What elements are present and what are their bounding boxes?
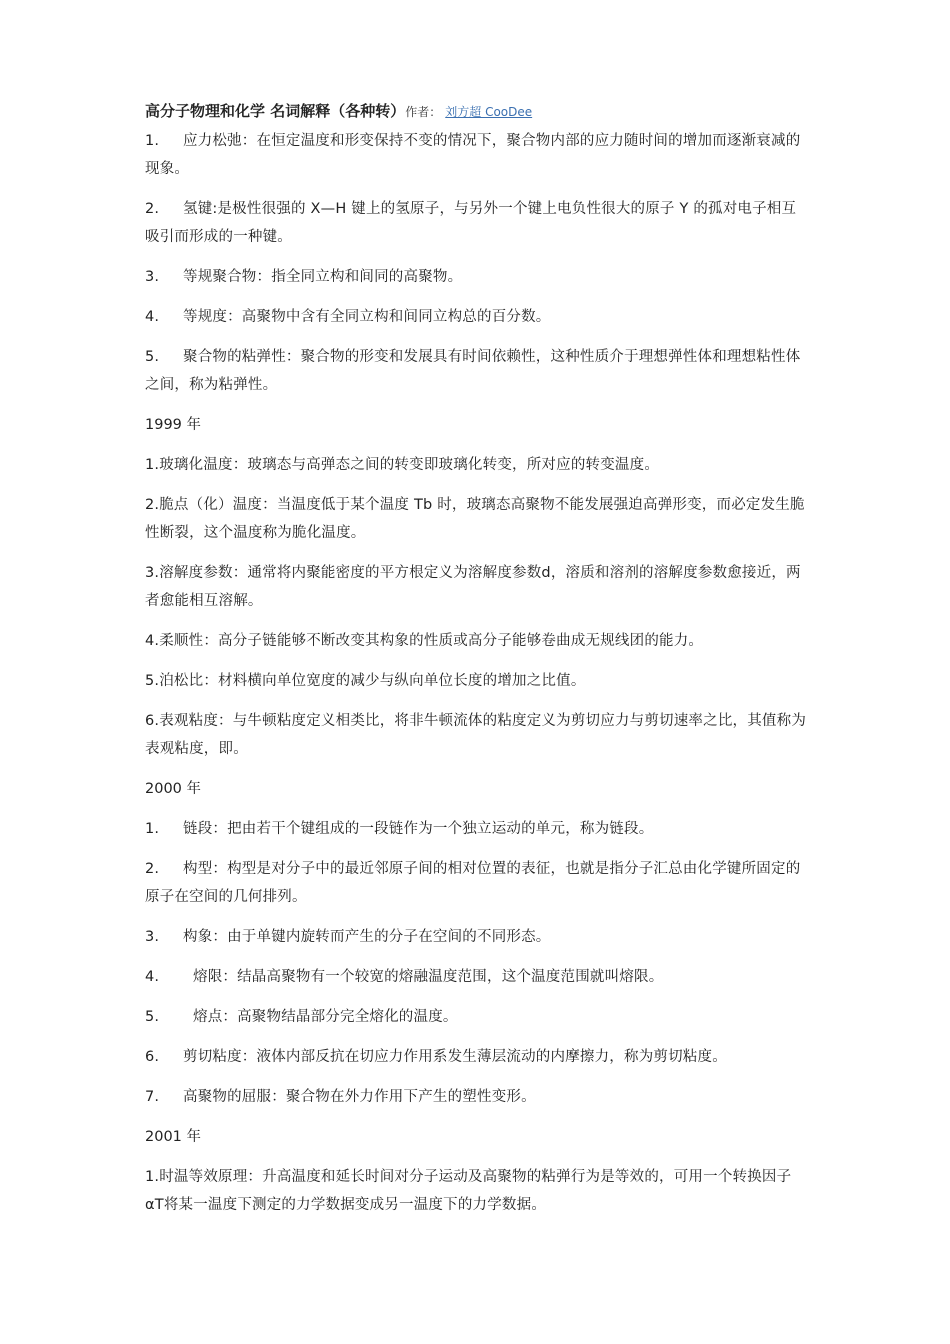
- definition-item: 1. 链段：把由若干个键组成的一段链作为一个独立运动的单元，称为链段。: [145, 821, 654, 837]
- definition-item: 1.玻璃化温度：玻璃态与高弹态之间的转变即玻璃化转变，所对应的转变温度。: [145, 457, 660, 473]
- title-line: [145, 100, 810, 123]
- definition-item: 5.泊松比：材料横向单位宽度的减少与纵向单位长度的增加之比值。: [145, 673, 586, 689]
- definition-item: 1.时温等效原理：升高温度和延长时间对分子运动及高聚物的粘弹行为是等效的，可用一个转换因子 αT将某一温度下测定的力学数据变成另一温度下的力学数据。: [145, 1169, 792, 1213]
- definition-item: 4. 熔限：结晶高聚物有一个较宽的熔融温度范围，这个温度范围就叫熔限。: [145, 969, 664, 985]
- definition-item: 2. 氢键:是极性很强的 X—H 键上的氢原子，与另外一个键上电负性很大的原子 Y 的孤对电子相互吸引而形成的一种键。: [145, 201, 797, 245]
- definition-item: 2.脆点（化）温度：当温度低于某个温度 Tb 时，玻璃态高聚物不能发展强迫高弹形变，而必定发生脆性断裂，这个温度称为脆化温度。: [145, 497, 805, 541]
- definition-item: 1. 应力松弛：在恒定温度和形变保持不变的情况下，聚合物内部的应力随时间的增加而逐渐衰减的现象。: [145, 133, 801, 177]
- definition-item: 3. 构象：由于单键内旋转而产生的分子在空间的不同形态。: [145, 929, 551, 945]
- definition-item: 5. 聚合物的粘弹性：聚合物的形变和发展具有时间依赖性，这种性质介于理想弹性体和理想粘性体之间，称为粘弹性。: [145, 349, 801, 393]
- definition-item: 3. 等规聚合物：指全同立构和间同的高聚物。: [145, 269, 463, 285]
- author-link[interactable]: 刘方超 CooDee: [445, 105, 533, 119]
- definition-item: 6. 剪切粘度：液体内部反抗在切应力作用系发生薄层流动的内摩擦力，称为剪切粘度。: [145, 1049, 727, 1065]
- document-page: [145, 100, 810, 1231]
- definition-item: 3.溶解度参数：通常将内聚能密度的平方根定义为溶解度参数d，溶质和溶剂的溶解度参数愈接近，两者愈能相互溶解。: [145, 565, 801, 609]
- year-heading-2001: 2001 年: [145, 1129, 202, 1145]
- definition-item: 2. 构型：构型是对分子中的最近邻原子间的相对位置的表征，也就是指分子汇总由化学键所固定的原子在空间的几何排列。: [145, 861, 801, 905]
- year-heading-2000: 2000 年: [145, 781, 202, 797]
- definition-item: 6.表观粘度：与牛顿粘度定义相类比，将非牛顿流体的粘度定义为剪切应力与剪切速率之比，其值称为表观粘度，即。: [145, 713, 807, 757]
- year-heading-1999: 1999 年: [145, 417, 202, 433]
- document-title: 高分子物理和化学 名词解释（各种转）: [145, 102, 406, 120]
- definition-item: 7. 高聚物的屈服：聚合物在外力作用下产生的塑性变形。: [145, 1089, 536, 1105]
- definition-item: 4. 等规度：高聚物中含有全同立构和间同立构总的百分数。: [145, 309, 551, 325]
- author-label: 作者：: [405, 105, 442, 119]
- definition-item: 4.柔顺性：高分子链能够不断改变其构象的性质或高分子能够卷曲成无规线团的能力。: [145, 633, 704, 649]
- definition-item: 5. 熔点：高聚物结晶部分完全熔化的温度。: [145, 1009, 458, 1025]
